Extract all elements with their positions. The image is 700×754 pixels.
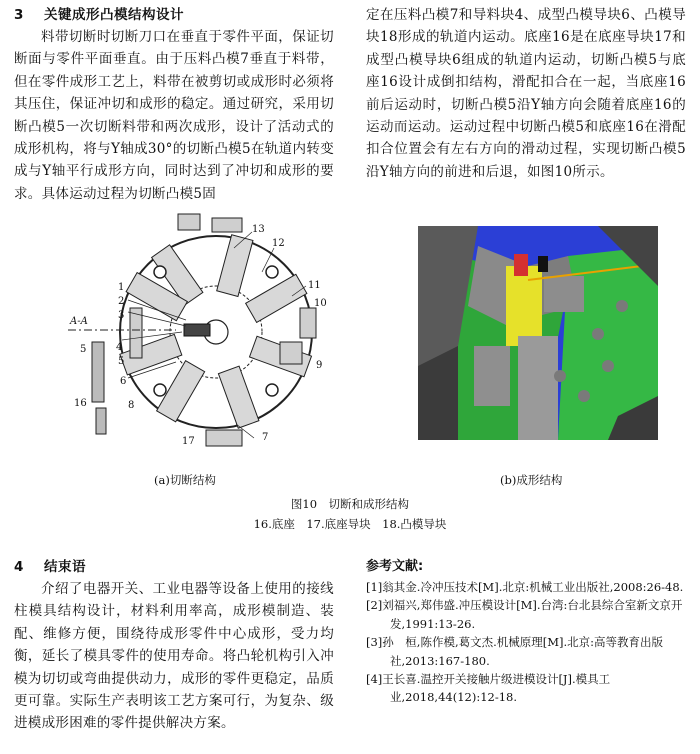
label-3: 3 bbox=[118, 310, 125, 321]
label-9: 9 bbox=[316, 360, 323, 371]
section-3-number: 3 bbox=[14, 7, 24, 23]
section-4-number: 4 bbox=[14, 559, 24, 575]
label-5: 5 bbox=[118, 356, 125, 367]
label-7: 7 bbox=[262, 432, 269, 443]
section-3-heading bbox=[14, 4, 334, 26]
figure-a-label: (a)切断结构 bbox=[154, 473, 216, 487]
section-3-right-column bbox=[366, 4, 686, 183]
label-12: 12 bbox=[272, 238, 285, 249]
section-4-title: 结束语 bbox=[44, 559, 86, 575]
references-heading: 参考文献: bbox=[366, 559, 424, 574]
label-5-left: 5 bbox=[80, 344, 87, 355]
figure-legend: 16.底座 17.底座导块 18.凸模导块 bbox=[253, 517, 447, 531]
figure-b-label: (b)成形结构 bbox=[500, 473, 563, 487]
figure-a-cutting-structure-drawing bbox=[66, 212, 336, 452]
reference-item: [2]刘福兴,郑伟盛.冲压模设计[M].台湾:台北县综合室新文京开发,1991:13-26. bbox=[366, 598, 683, 631]
reference-item: [1]翁其金.冷冲压技术[M].北京:机械工业出版社,2008:26-48. bbox=[366, 580, 684, 594]
label-1: 1 bbox=[118, 282, 125, 293]
figure-b-forming-structure-render bbox=[418, 226, 658, 440]
section-4-paragraph: 介绍了电器开关、工业电器等设备上使用的接线柱模具结构设计，材料利用率高，成形模制造、装配、维修方便，围绕待成形零件中心成形，受力均衡，延长了模具零件的使用寿命。将凸轮机构引入冲模为切切或弯曲提供动力，成形的零件更稳定，品质更可靠。实际生产表明该工艺方案可行，为复杂、级进模成形困难的零件提供解决方案。 bbox=[14, 581, 334, 732]
section-4-column bbox=[14, 556, 334, 735]
label-aa: A-A bbox=[70, 316, 88, 327]
reference-item: [4]王长喜.温控开关接触片级进模设计[J].模具工业,2018,44(12):12-18. bbox=[366, 672, 611, 705]
label-17: 17 bbox=[182, 436, 195, 447]
label-8: 8 bbox=[128, 400, 135, 411]
label-11: 11 bbox=[308, 280, 321, 291]
label-16: 16 bbox=[74, 398, 87, 409]
label-13: 13 bbox=[252, 224, 265, 235]
reference-item: [3]孙 桓,陈作模,葛文杰.机械原理[M].北京:高等教育出版社,2013:167-180. bbox=[366, 635, 664, 668]
section-3-left-column bbox=[14, 4, 334, 205]
section-3-title: 关键成形凸模结构设计 bbox=[44, 7, 184, 23]
references-column bbox=[366, 556, 686, 707]
section-3-paragraph-left: 料带切断时切断刀口在垂直于零件平面，保证切断面与零件平面垂直。由于压料凸模7垂直于料带，但在零件成形工艺上，料带在被剪切或成形时必须将其压住，保证冲切和成形的稳定。通过研究，采用切断凸模5一次切断料带和两次成形，设计了活动式的成形机构，将与Y轴成30°的切断凸模5在轨道内转变成与Y轴平行成形方向，同时达到了冲切和成形的要求。具体运动过程为切断凸模5固 bbox=[14, 29, 334, 202]
label-4: 4 bbox=[116, 342, 123, 353]
section-4-heading bbox=[14, 556, 334, 578]
label-10: 10 bbox=[314, 298, 327, 309]
label-6: 6 bbox=[120, 376, 127, 387]
section-3-paragraph-right: 定在压料凸模7和导料块4、成型凸模导块6、凸模导块18形成的轨道内运动。底座16是在底座导块17和成型凸模导块6组成的轨道内运动，切断凸模5与底座16设计成倒扣结构，滑配扣合在一起，当底座16前后运动时，切断凸模5沿Y轴方向会随着底座16的运动而运动。运动过程中切断凸模5和底座16在滑配扣合位置会有左右方向的滑动过程，实现切断凸模5沿Y轴方向的前进和后退，如图10所示。 bbox=[366, 7, 686, 180]
figure-caption: 图10 切断和成形结构 bbox=[290, 497, 410, 511]
label-2: 2 bbox=[118, 296, 125, 307]
